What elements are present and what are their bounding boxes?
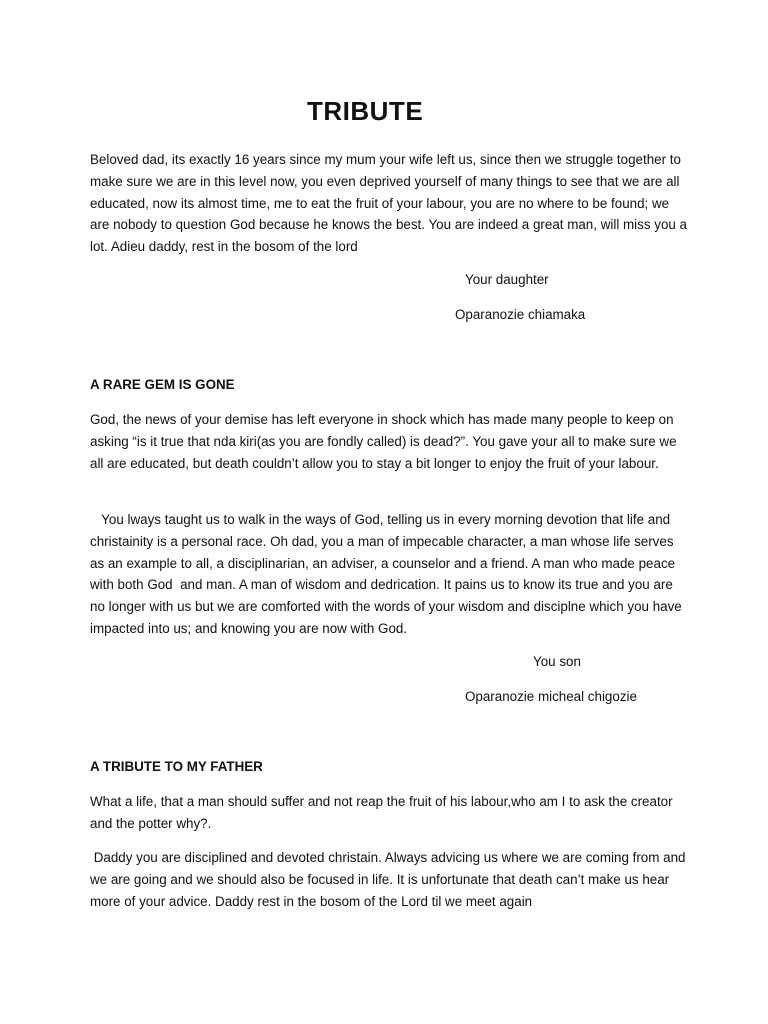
section-heading: A RARE GEM IS GONE (90, 377, 235, 392)
signoff-text: Your daughter (465, 272, 549, 287)
signoff-text: You son (533, 654, 581, 669)
paragraph: God, the news of your demise has left everyone in shock which has made many people to keep on asking “is it true that nda kiri(as you are fondly called) is dead?”. You gave your all to make sure we all are educated, but death couldn’t allow you to stay a bit longer to enjoy the fruit of your labour. (90, 412, 677, 471)
page-title: TRIBUTE (307, 96, 424, 126)
paragraph: Beloved dad, its exactly 16 years since my mum your wife left us, since then we struggle together to make sure we are in this level now, you even deprived yourself of many things to see that we are all educated, now its almost time, me to eat the fruit of your labour, you are no where to be found; we are nobody to question God because he knows the best. You are indeed a great man, will miss you a lot. Adieu daddy, rest in the bosom of the lord (90, 152, 688, 255)
paragraph: What a life, that a man should suffer and not reap the fruit of his labour,who am I to ask the creator and the potter why?. (90, 794, 673, 831)
paragraph: Daddy you are disciplined and devoted christain. Always advicing us where we are coming from and we are going and we should also be focused in life. It is unfortunate that death can’t make us hear more of your advice. Daddy rest in the bosom of the Lord til we meet again (90, 850, 690, 909)
signature-name: Oparanozie micheal chigozie (465, 689, 637, 704)
signature-name: Oparanozie chiamaka (455, 307, 586, 322)
paragraph: You lways taught us to walk in the ways of God, telling us in every morning devotion that life and christainity is a personal race. Oh dad, you a man of impecable character, a man whose life serves as an example to all, a disciplinarian, an adviser, a counselor and a friend. A man who made peace with both God and man. A man of wisdom and dedrication. It pains us to know its true and you are no longer with us but we are comforted with the words of your wisdom and disciplne which you have impacted into us; and knowing you are now with God. (90, 512, 686, 636)
section-heading: A TRIBUTE TO MY FATHER (90, 759, 263, 774)
